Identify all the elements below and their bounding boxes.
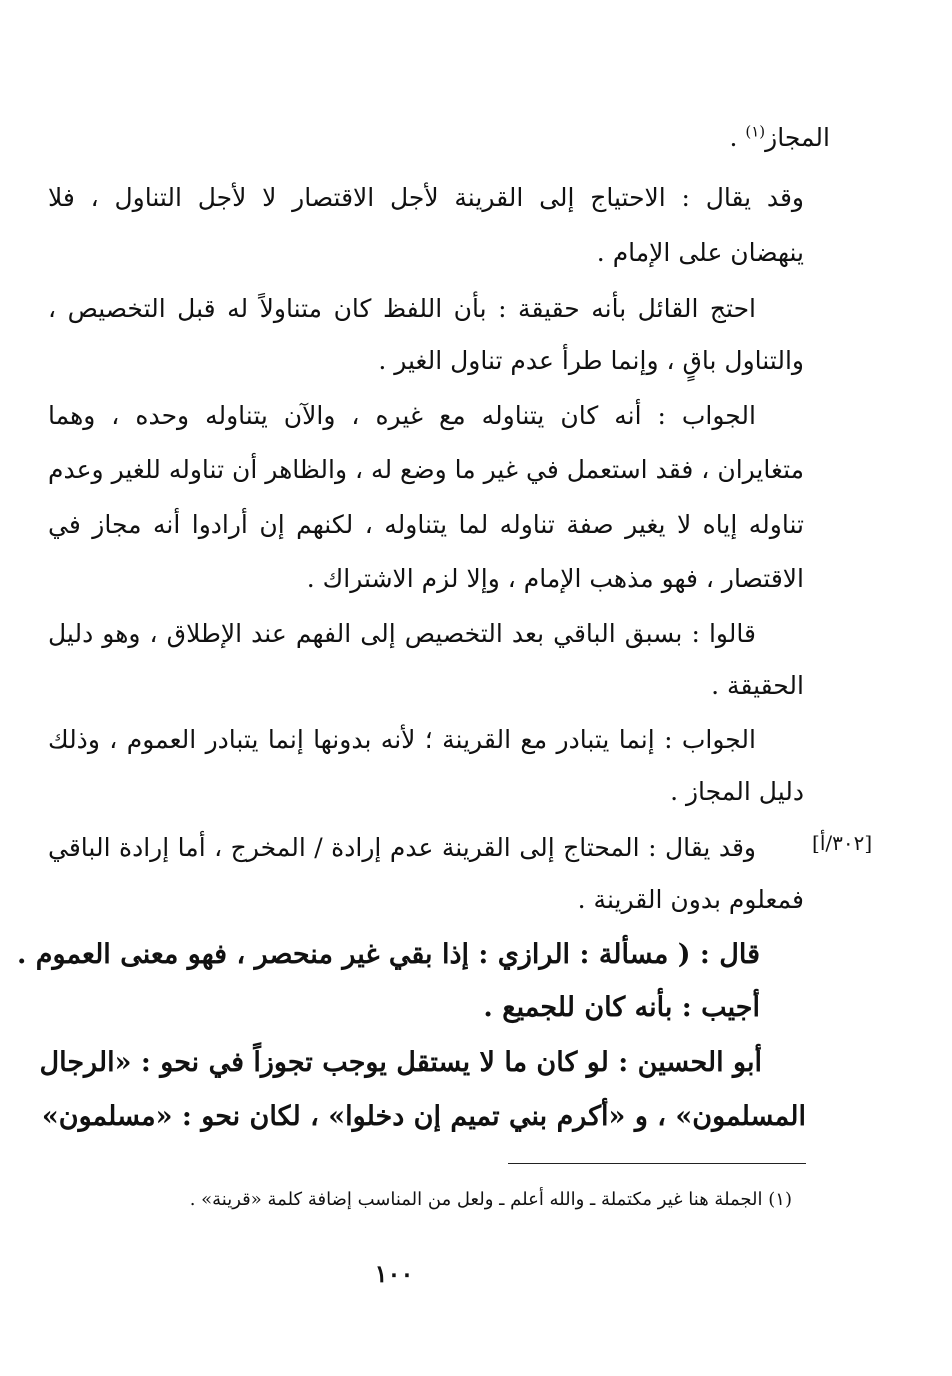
- footnote-text: (١) الجملة هنا غير مكتملة ـ والله أعلم ـ ولعل من المناسب إضافة كلمة «قرينة» .: [189, 1189, 792, 1210]
- bold-line-4: المسلمون» ، و «أكرم بني تميم إن دخلوا» ، لكان نحو : «مسلمون»: [41, 1101, 806, 1132]
- bold-line-2: أجيب : بأنه كان للجميع .: [483, 992, 760, 1023]
- body-line-7: متغايران ، فقد استعمل في غير ما وضع له ، والظاهر أن تناوله للغير وعدم: [48, 455, 804, 484]
- body-line-6: الجواب : أنه كان يتناوله مع غيره ، والآن يتناوله وحده ، وهما: [48, 401, 756, 430]
- body-line-14: وقد يقال : المحتاج إلى القرينة عدم إرادة / المخرج ، أما إرادة الباقي: [48, 833, 756, 862]
- bold-line-3: أبو الحسين : لو كان ما لا يستقل يوجب تجوزاً في نحو : «الرجال: [39, 1047, 762, 1078]
- body-line-2: وقد يقال : الاحتياج إلى القرينة لأجل الاقتصار لا لأجل التناول ، فلا: [48, 183, 804, 212]
- folio-margin-reference: [٣٠٢/أ]: [812, 831, 873, 855]
- body-line-10: قالوا : بسبق الباقي بعد التخصيص إلى الفهم عند الإطلاق ، وهو دليل: [48, 619, 756, 648]
- body-line-1-tail: .: [729, 123, 746, 152]
- body-line-4: احتج القائل بأنه حقيقة : بأن اللفظ كان متناولاً له قبل التخصيص ،: [48, 294, 756, 323]
- footnote-separator: [508, 1163, 806, 1164]
- footnote-reference: (١): [745, 122, 766, 141]
- page-number: ١٠٠: [374, 1259, 414, 1288]
- body-line-13: دليل المجاز .: [670, 777, 804, 806]
- bold-line-1: قال : ( مسألة : الرازي : إذا بقي غير منحصر ، فهو معنى العموم .: [16, 939, 760, 970]
- body-line-15: فمعلوم بدون القرينة .: [577, 885, 804, 914]
- body-line-8: تناوله إياه لا يغير صفة تناوله لما يتناوله ، لكنهم إن أرادوا أنه مجاز في: [48, 510, 804, 539]
- body-line-11: الحقيقة .: [711, 671, 804, 700]
- body-line-3: ينهضان على الإمام .: [596, 238, 804, 267]
- body-line-1-text: المجاز: [765, 123, 830, 152]
- body-line-12: الجواب : إنما يتبادر مع القرينة ؛ لأنه بدونها إنما يتبادر العموم ، وذلك: [48, 725, 756, 754]
- body-line-5: والتناول باقٍ ، وإنما طرأ عدم تناول الغير .: [378, 346, 804, 375]
- body-line-1: [729, 118, 830, 158]
- body-line-9: الاقتصار ، فهو مذهب الإمام ، وإلا لزم الاشتراك .: [306, 564, 804, 593]
